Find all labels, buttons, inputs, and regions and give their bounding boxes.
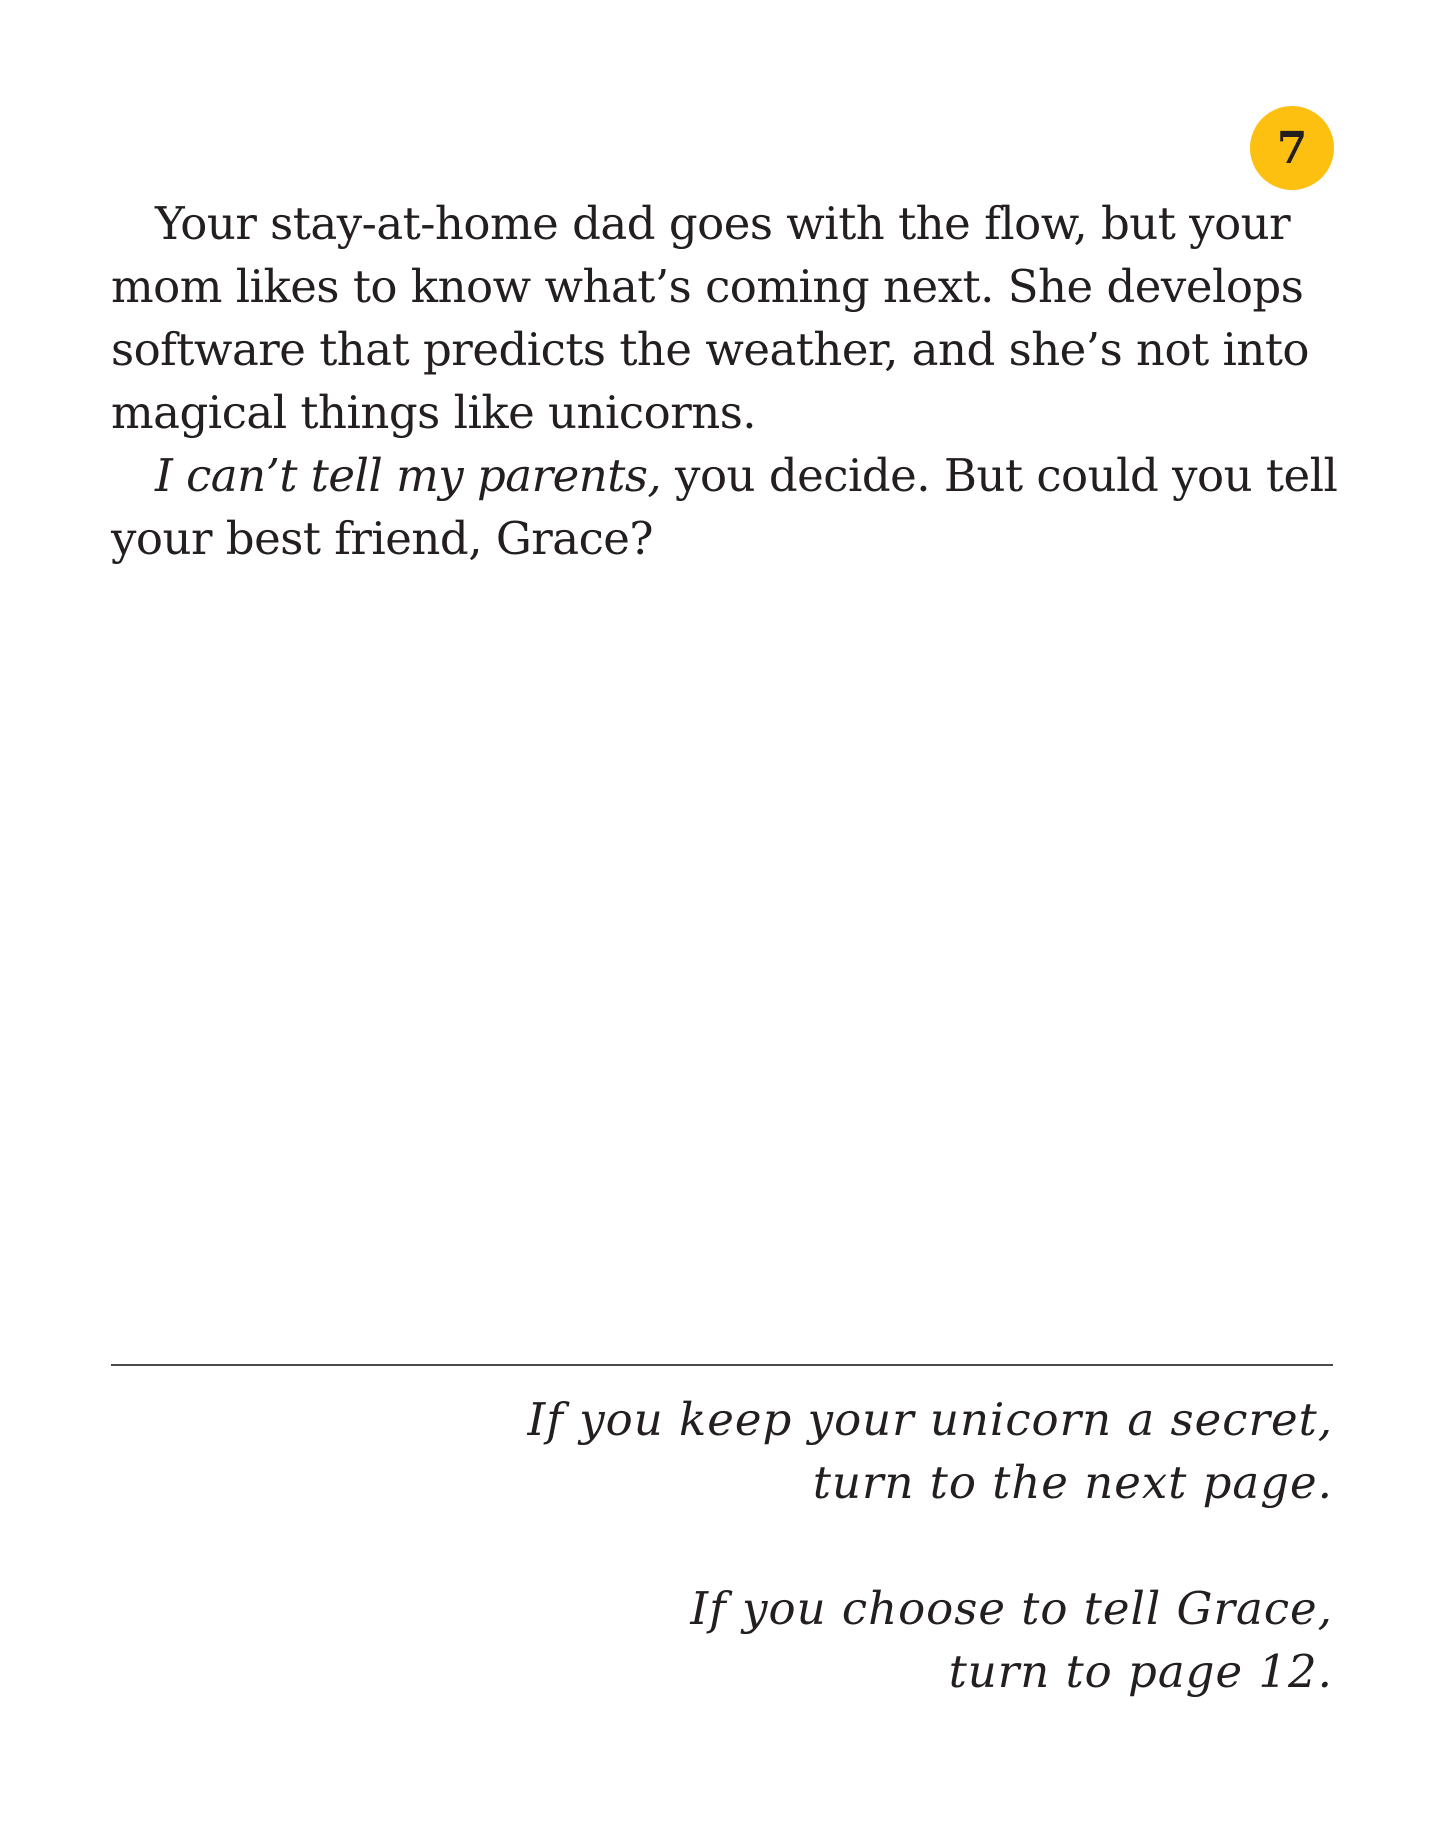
paragraph-1: Your stay-at-home dad goes with the flow, but your mom likes to know what’s coming next. She develops software that predicts the weather, and she’s not into magical things like unicorns. [111,197,1310,439]
choice-instruction: turn to page 12. [948,1645,1333,1698]
choice-condition: If you choose to tell Grace, [690,1582,1333,1635]
choices [433,1388,1333,1766]
story-text [111,192,1341,570]
paragraph-2 [111,444,1341,570]
page-number: 7 [1276,122,1308,174]
choice-divider [111,1364,1333,1366]
choice-instruction: turn to the next page. [812,1456,1333,1509]
inner-thought: I can’t tell my parents, [155,449,662,502]
choice-keep-secret[interactable] [433,1388,1333,1514]
page-number-badge [1250,106,1334,190]
choice-condition: If you keep your unicorn a secret, [527,1393,1333,1446]
paragraph-2-rest: you decide. But could you tell your best friend, Grace? [111,449,1338,565]
choice-tell-grace[interactable] [433,1577,1333,1703]
